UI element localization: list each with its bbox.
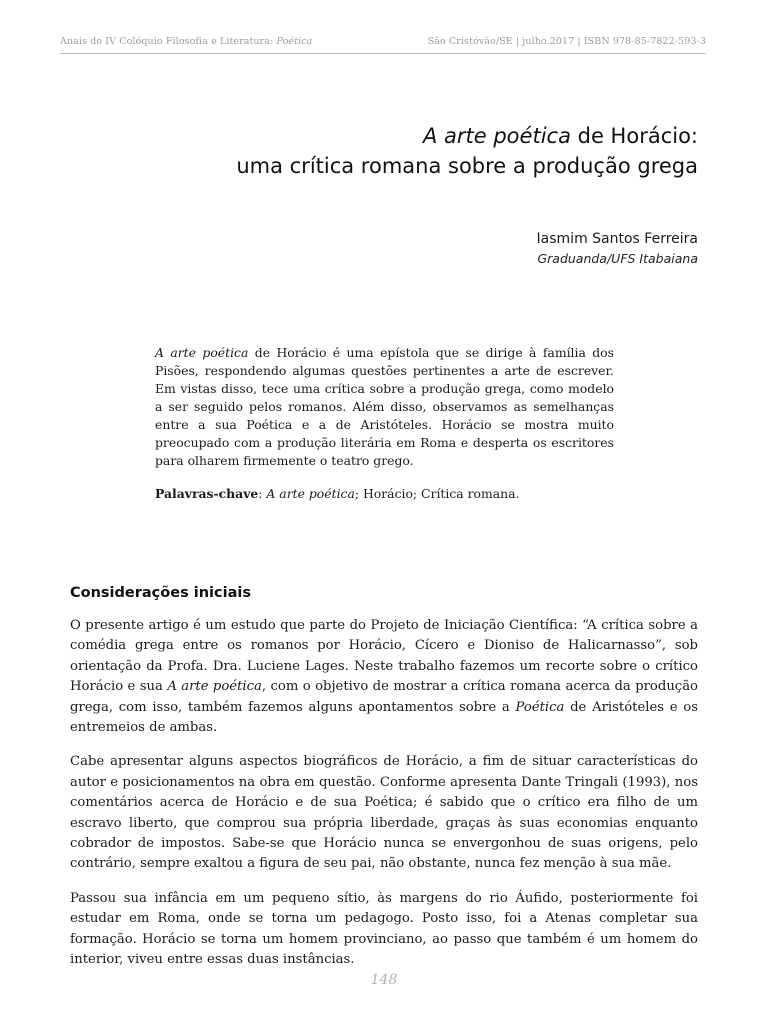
keywords-rest: ; Horácio; Crítica romana. — [354, 486, 520, 501]
page-number: 148 — [370, 972, 398, 988]
running-header — [60, 36, 706, 47]
paragraph-1: O presente artigo é um estudo que parte do Projeto de Iniciação Científica: “A crítica sobre a comédia grega entre os romanos por Horácio, Cícero e Dioniso de Halicarnasso”, sob orientação da Profa. Dra. Luciene Lages. Neste trabalho fazemos um recorte sobre o crítico Horácio e sua A arte poética, com o objetivo de mostrar a crítica romana acerca da produção grega, com isso, também fazemos alguns apontamentos sobre a Poética de Aristóteles e os entremeios de ambas. — [70, 618, 698, 736]
author-block — [298, 229, 698, 269]
header-rule — [60, 53, 706, 54]
paragraph-3: Passou sua infância em um pequeno sítio, às margens do rio Áufido, posteriormente foi estudar em Roma, onde se torna um pedagogo. Posto isso, foi a Atenas completar sua formação. Horácio se torna um homem provinciano, ao passo que também é um homem do interior, viveu entre essas duas instâncias. — [70, 890, 698, 968]
abstract-text: A arte poética de Horácio é uma epístola que se dirige à família dos Pisões, respondendo algumas questões pertinentes a arte de escrever. Em vistas disso, tece uma crítica sobre a produção grega, como modelo a ser seguido pelos romanos. Além disso, observamos as semelhanças entre a sua Poética e a de Aristóteles. Horácio se mostra muito preocupado com a produção literária em Roma e desperta os escritores para olharem firmemente o teatro grego. — [155, 345, 615, 468]
body-text — [70, 616, 698, 985]
paragraph-2: Cabe apresentar alguns aspectos biográficos de Horácio, a fim de situar características do autor e posicionamentos na obra em questão. Conforme apresenta Dante Tringali (1993), nos comentários acerca de Horácio e de sua Poética; é sabido que o crítico era filho de um escravo liberto, que comprou sua própria liberdade, graças às suas economias enquanto cobrador de impostos. Sabe-se que Horácio nunca se envergonhou de suas origens, pelo contrário, sempre exaltou a figura de seu pai, não obstante, nunca fez menção à sua mãe. — [70, 754, 698, 872]
section-title: Considerações iniciais — [70, 585, 251, 601]
title-line-2: uma crítica romana sobre a produção grega — [236, 154, 698, 178]
author-affiliation: Graduanda/UFS Itabaiana — [537, 251, 698, 266]
running-header-left: Anais do IV Colóquio Filosofia e Literatura: Poética — [60, 36, 313, 47]
author-name: Iasmim Santos Ferreira — [536, 231, 698, 247]
keyword-1: A arte poética — [266, 486, 355, 501]
abstract — [155, 344, 614, 470]
title-line-1: A arte poética de Horácio: — [422, 124, 698, 148]
article-title — [98, 121, 698, 181]
running-header-right: São Cristóvão/SE | julho.2017 | ISBN 978-85-7822-593-3 — [427, 36, 706, 47]
keywords: Palavras-chave: A arte poética; Horácio; Crítica romana. — [155, 486, 520, 501]
keywords-label: Palavras-chave — [155, 486, 259, 501]
